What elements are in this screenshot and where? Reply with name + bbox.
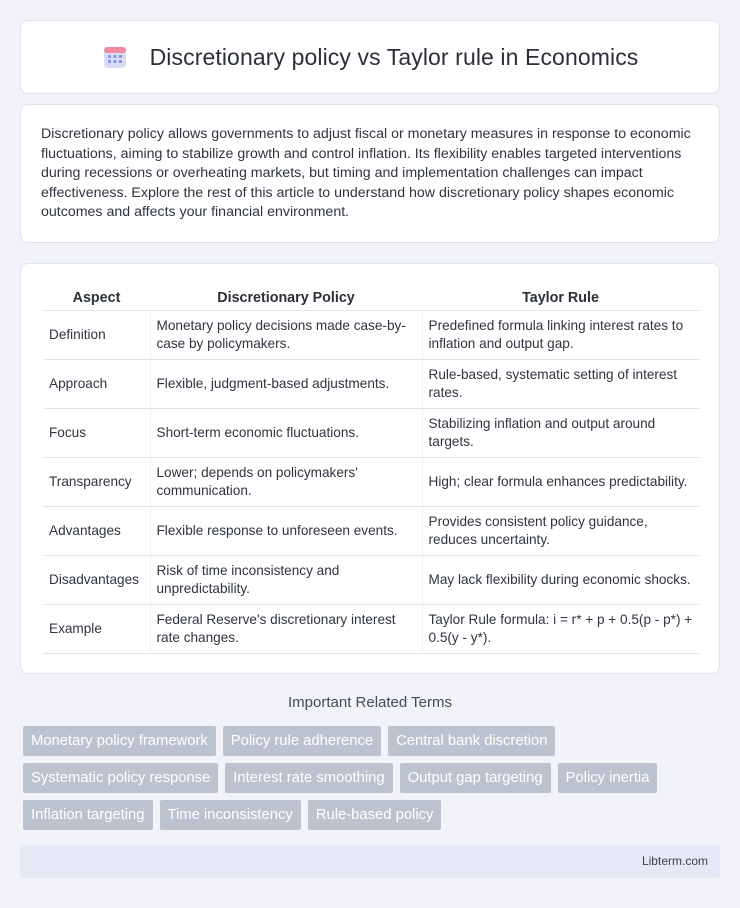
tag-interest-rate-smoothing[interactable]: Interest rate smoothing xyxy=(225,763,392,793)
cell-taylor: High; clear formula enhances predictability. xyxy=(422,457,699,506)
cell-aspect: Definition xyxy=(43,310,150,359)
tag-central-bank-discretion[interactable]: Central bank discretion xyxy=(388,726,555,756)
tag-row xyxy=(23,800,723,830)
header-aspect: Aspect xyxy=(72,289,121,306)
cell-aspect: Focus xyxy=(43,408,150,457)
header-discretionary: Discretionary Policy xyxy=(217,289,355,306)
tag-policy-inertia[interactable]: Policy inertia xyxy=(558,763,658,793)
cell-discretionary: Short-term economic fluctuations. xyxy=(150,408,422,457)
calendar-grid-icon xyxy=(102,44,128,70)
tag-monetary-policy-framework[interactable]: Monetary policy framework xyxy=(23,726,216,756)
cell-discretionary: Risk of time inconsistency and unpredictability. xyxy=(150,555,422,604)
tag-row xyxy=(23,726,723,756)
tag-time-inconsistency[interactable]: Time inconsistency xyxy=(160,800,301,830)
cell-discretionary: Federal Reserve's discretionary interest rate changes. xyxy=(150,604,422,653)
tag-systematic-policy-response[interactable]: Systematic policy response xyxy=(23,763,218,793)
intro-card xyxy=(20,104,720,243)
footer-brand[interactable]: Libterm.com xyxy=(641,854,708,868)
table-row xyxy=(43,408,699,457)
related-terms xyxy=(23,726,723,837)
table-row xyxy=(43,359,699,408)
cell-aspect: Disadvantages xyxy=(43,555,150,604)
tag-row xyxy=(23,763,723,793)
cell-discretionary: Flexible response to unforeseen events. xyxy=(150,506,422,555)
table-row xyxy=(43,310,699,359)
cell-discretionary: Monetary policy decisions made case-by-case by policymakers. xyxy=(150,310,422,359)
tag-rule-based-policy[interactable]: Rule-based policy xyxy=(308,800,442,830)
table-row xyxy=(43,604,699,653)
cell-discretionary: Flexible, judgment-based adjustments. xyxy=(150,359,422,408)
cell-aspect: Approach xyxy=(43,359,150,408)
comparison-table-card xyxy=(20,263,720,674)
cell-taylor: May lack flexibility during economic shocks. xyxy=(422,555,699,604)
cell-taylor: Predefined formula linking interest rates to inflation and output gap. xyxy=(422,310,699,359)
cell-taylor: Taylor Rule formula: i = r* + p + 0.5(p - p*) + 0.5(y - y*). xyxy=(422,604,699,653)
footer xyxy=(20,845,720,878)
cell-aspect: Example xyxy=(43,604,150,653)
tag-inflation-targeting[interactable]: Inflation targeting xyxy=(23,800,153,830)
table-row xyxy=(43,457,699,506)
page-title: Discretionary policy vs Taylor rule in Economics xyxy=(149,43,639,70)
tag-policy-rule-adherence[interactable]: Policy rule adherence xyxy=(223,726,381,756)
table-row xyxy=(43,555,699,604)
table-header-row xyxy=(43,286,699,310)
cell-taylor: Stabilizing inflation and output around targets. xyxy=(422,408,699,457)
intro-text: Discretionary policy allows governments to adjust fiscal or monetary measures in response to economic fluctuations, aiming to stabilize growth and control inflation. Its flexibility enables targeted interventions during recessions or overheating markets, but timing and implementation challenges can impact effectiveness. Explore the rest of this article to understand how discretionary policy shapes economic outcomes and affects your financial environment. xyxy=(41,126,691,221)
header-taylor: Taylor Rule xyxy=(522,289,599,306)
comparison-table xyxy=(43,286,699,654)
cell-taylor: Provides consistent policy guidance, reduces uncertainty. xyxy=(422,506,699,555)
related-terms-title: Important Related Terms xyxy=(288,694,452,711)
cell-discretionary: Lower; depends on policymakers' communication. xyxy=(150,457,422,506)
cell-taylor: Rule-based, systematic setting of interest rates. xyxy=(422,359,699,408)
table-row xyxy=(43,506,699,555)
cell-aspect: Transparency xyxy=(43,457,150,506)
cell-aspect: Advantages xyxy=(43,506,150,555)
tag-output-gap-targeting[interactable]: Output gap targeting xyxy=(400,763,551,793)
header-card xyxy=(20,20,720,94)
